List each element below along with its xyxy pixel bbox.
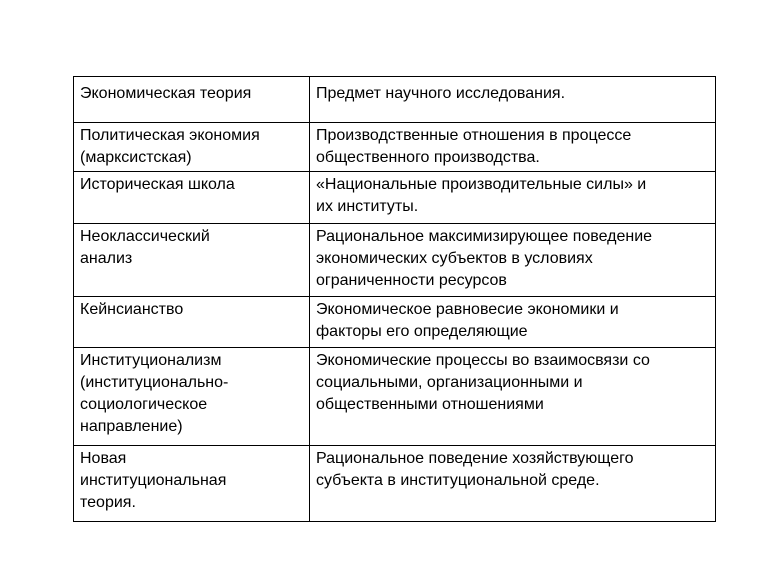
subject-line: Экономические процессы во взаимосвязи со (316, 352, 650, 369)
subject-cell (310, 172, 716, 224)
subject-line: факторы его определяющие (316, 323, 528, 340)
theory-line: (институционально- (80, 374, 229, 391)
economic-theories-table (73, 76, 716, 522)
theory-line: Новая (80, 450, 127, 467)
table-row (74, 172, 716, 224)
table-row (74, 297, 716, 348)
header-cell-subject (310, 77, 716, 123)
header-theory-text: Экономическая теория (80, 85, 252, 102)
theory-cell (74, 172, 310, 224)
subject-line: субъекта в институциональной среде. (316, 472, 600, 489)
subject-line: «Национальные производительные силы» и (316, 176, 647, 193)
table-header-row (74, 77, 716, 123)
subject-line: ограниченности ресурсов (316, 272, 507, 289)
subject-line: общественными отношениями (316, 396, 544, 413)
theory-line: Политическая экономия (80, 127, 260, 144)
subject-line: Экономическое равновесие экономики и (316, 301, 619, 318)
theory-cell (74, 297, 310, 348)
theory-line: социологическое (80, 396, 208, 413)
header-subject-text: Предмет научного исследования. (316, 85, 566, 102)
subject-line: социальными, организационными и (316, 374, 583, 391)
table-row (74, 446, 716, 522)
theory-line: институциональная (80, 472, 227, 489)
theory-line: Кейнсианство (80, 301, 184, 318)
table-row (74, 224, 716, 297)
table-row (74, 123, 716, 172)
theory-cell (74, 123, 310, 172)
theory-cell (74, 446, 310, 522)
subject-cell (310, 348, 716, 446)
theory-line: Институционализм (80, 352, 222, 369)
theory-line: теория. (80, 494, 136, 511)
subject-cell (310, 224, 716, 297)
subject-cell (310, 446, 716, 522)
subject-cell (310, 123, 716, 172)
theory-line: Неоклассический (80, 228, 210, 245)
subject-line: экономических субъектов в условиях (316, 250, 593, 267)
theory-cell (74, 348, 310, 446)
subject-line: Производственные отношения в процессе (316, 127, 632, 144)
subject-line: Рациональное максимизирующее поведение (316, 228, 653, 245)
theory-line: Историческая школа (80, 176, 235, 193)
theory-cell (74, 224, 310, 297)
theory-line: (марксистская) (80, 149, 192, 166)
subject-cell (310, 297, 716, 348)
table-row (74, 348, 716, 446)
subject-line: их институты. (316, 198, 419, 215)
theory-line: анализ (80, 250, 133, 267)
subject-line: Рациональное поведение хозяйствующего (316, 450, 634, 467)
theory-line: направление) (80, 418, 183, 435)
header-cell-theory (74, 77, 310, 123)
subject-line: общественного производства. (316, 149, 540, 166)
